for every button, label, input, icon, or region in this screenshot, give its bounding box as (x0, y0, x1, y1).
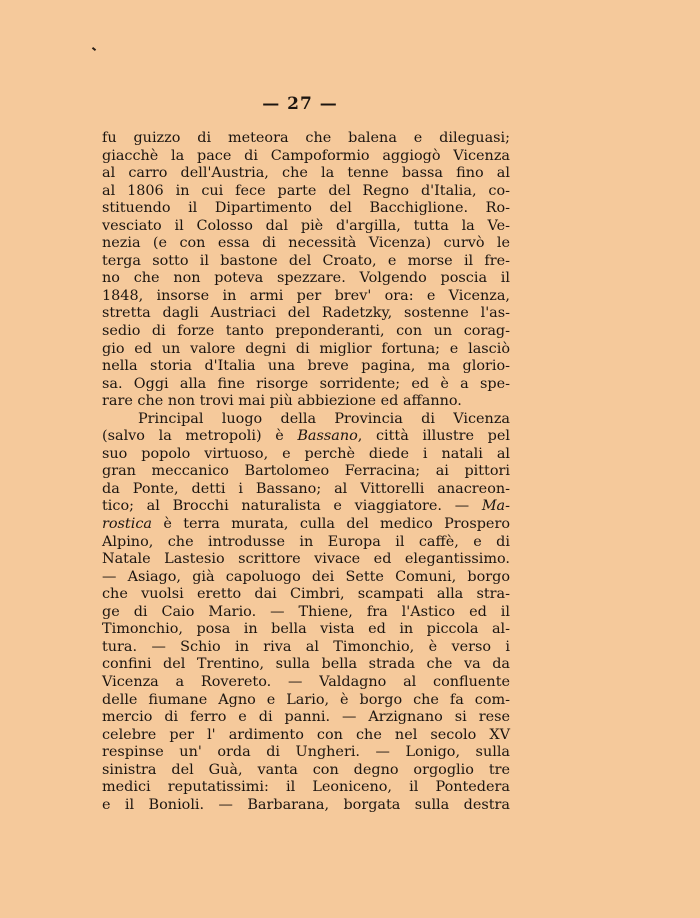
text-line (102, 534, 510, 552)
text-line (102, 130, 510, 148)
text-segment: no che non poteva spezzare. Volgendo poscia il (102, 270, 510, 287)
text-segment: suo popolo virtuoso, e perchè diede i natali al (102, 445, 510, 462)
text-segment: è terra murata, culla del medico Prospero (151, 516, 510, 533)
text-segment: , città illustre pel (357, 428, 510, 445)
text-line (102, 165, 510, 183)
text-segment: delle fiumane Agno e Lario, è borgo che fa com- (102, 691, 510, 708)
text-segment: Natale Lastesio scrittore vivace ed elegantissimo. (102, 551, 510, 568)
text-line (102, 481, 510, 499)
text-line (102, 218, 510, 236)
italic-place-name: Ma- (481, 498, 510, 515)
text-segment: da Ponte, detti i Bassano; al Vittorelli anacreon- (102, 480, 510, 497)
text-line (102, 270, 510, 288)
text-line (102, 341, 510, 359)
text-segment: mercio di ferro e di panni. — Arzignano si rese (102, 709, 510, 726)
text-segment: celebre per l' ardimento con che nel secolo XV (102, 726, 510, 743)
text-line (102, 674, 510, 692)
text-segment: Alpino, che introdusse in Europa il caffè, e di (102, 533, 510, 550)
text-line (102, 498, 510, 516)
text-line (102, 779, 510, 797)
text-line (102, 200, 510, 218)
text-line (102, 411, 510, 429)
page-number: — 27 — (262, 94, 338, 114)
ink-speck (92, 47, 96, 51)
text-segment: respinse un' orda di Ungheri. — Lonigo, sulla (102, 744, 510, 761)
text-line (102, 744, 510, 762)
italic-place-name: Bassano (297, 428, 358, 445)
text-line (102, 569, 510, 587)
text-segment: al carro dell'Austria, che la tenne bassa fino al (102, 165, 510, 182)
text-line (102, 621, 510, 639)
text-segment: che vuolsi eretto dai Cimbri, scampati alla stra- (102, 586, 510, 603)
text-line (102, 183, 510, 201)
text-line (102, 323, 510, 341)
text-line (102, 727, 510, 745)
text-segment: confini del Trentino, sulla bella strada che va da (102, 656, 510, 673)
text-line (102, 709, 510, 727)
text-segment: vesciato il Colosso dal piè d'argilla, tutta la Ve- (102, 217, 510, 234)
text-segment: e il Bonioli. — Barbarana, borgata sulla destra (102, 796, 510, 813)
text-segment: al 1806 in cui fece parte del Regno d'Italia, co- (102, 182, 510, 199)
text-line (102, 656, 510, 674)
text-segment: gran meccanico Bartolomeo Ferracina; ai pittori (102, 463, 510, 480)
text-segment: stituendo il Dipartimento del Bacchiglione. Ro- (102, 200, 510, 217)
text-segment: giacchè la pace di Campoformio aggiogò Vicenza (102, 147, 510, 164)
text-line (102, 762, 510, 780)
text-line (102, 358, 510, 376)
text-segment: tura. — Schio in riva al Timonchio, è verso i (102, 638, 510, 655)
text-segment: gio ed un valore degni di miglior fortuna; e lasciò (102, 340, 510, 357)
text-line (102, 253, 510, 271)
text-line (102, 446, 510, 464)
body-text (102, 130, 510, 814)
text-line (102, 516, 510, 534)
text-segment: nella storia d'Italia una breve pagina, ma glorio- (102, 358, 510, 375)
text-segment: Vicenza a Rovereto. — Valdagno al confluente (102, 673, 510, 690)
text-segment: Timonchio, posa in bella vista ed in piccola al- (102, 621, 510, 638)
text-segment: ge di Caio Mario. — Thiene, fra l'Astico ed il (102, 603, 510, 620)
text-line (102, 586, 510, 604)
text-segment: nezia (e con essa di necessità Vicenza) curvò le (102, 235, 510, 252)
text-segment: — Asiago, già capoluogo dei Sette Comuni, borgo (102, 568, 510, 585)
text-line (102, 797, 510, 815)
text-line (102, 639, 510, 657)
text-segment: medici reputatissimi: il Leoniceno, il Pontedera (102, 779, 510, 796)
text-line (102, 428, 510, 446)
text-line (102, 148, 510, 166)
text-line (102, 376, 510, 394)
text-segment: (salvo la metropoli) è (102, 428, 298, 445)
text-line (102, 235, 510, 253)
text-segment: terga sotto il bastone del Croato, e morse il fre- (102, 252, 510, 269)
text-segment: sinistra del Guà, vanta con degno orgoglio tre (102, 761, 510, 778)
text-segment: stretta dagli Austriaci del Radetzky, sostenne l'as- (102, 305, 510, 322)
text-line (102, 692, 510, 710)
italic-place-name: rostica (102, 516, 152, 533)
text-line (102, 288, 510, 306)
text-segment: fu guizzo di meteora che balena e dileguasi; (102, 130, 510, 146)
text-segment: tico; al Brocchi naturalista e viaggiatore. — (102, 498, 482, 515)
text-segment: sedio di forze tanto preponderanti, con un corag- (102, 323, 510, 340)
text-segment: 1848, insorse in armi per brev' ora: e Vicenza, (102, 287, 510, 304)
text-line (102, 463, 510, 481)
text-line (102, 393, 510, 411)
text-line (102, 551, 510, 569)
text-segment: Principal luogo della Provincia di Vicenza (138, 410, 510, 427)
text-segment: rare che non trovi mai più abbiezione ed affanno. (102, 393, 462, 410)
text-line (102, 305, 510, 323)
text-line (102, 604, 510, 622)
text-segment: sa. Oggi alla fine risorge sorridente; ed è a spe- (102, 375, 510, 392)
